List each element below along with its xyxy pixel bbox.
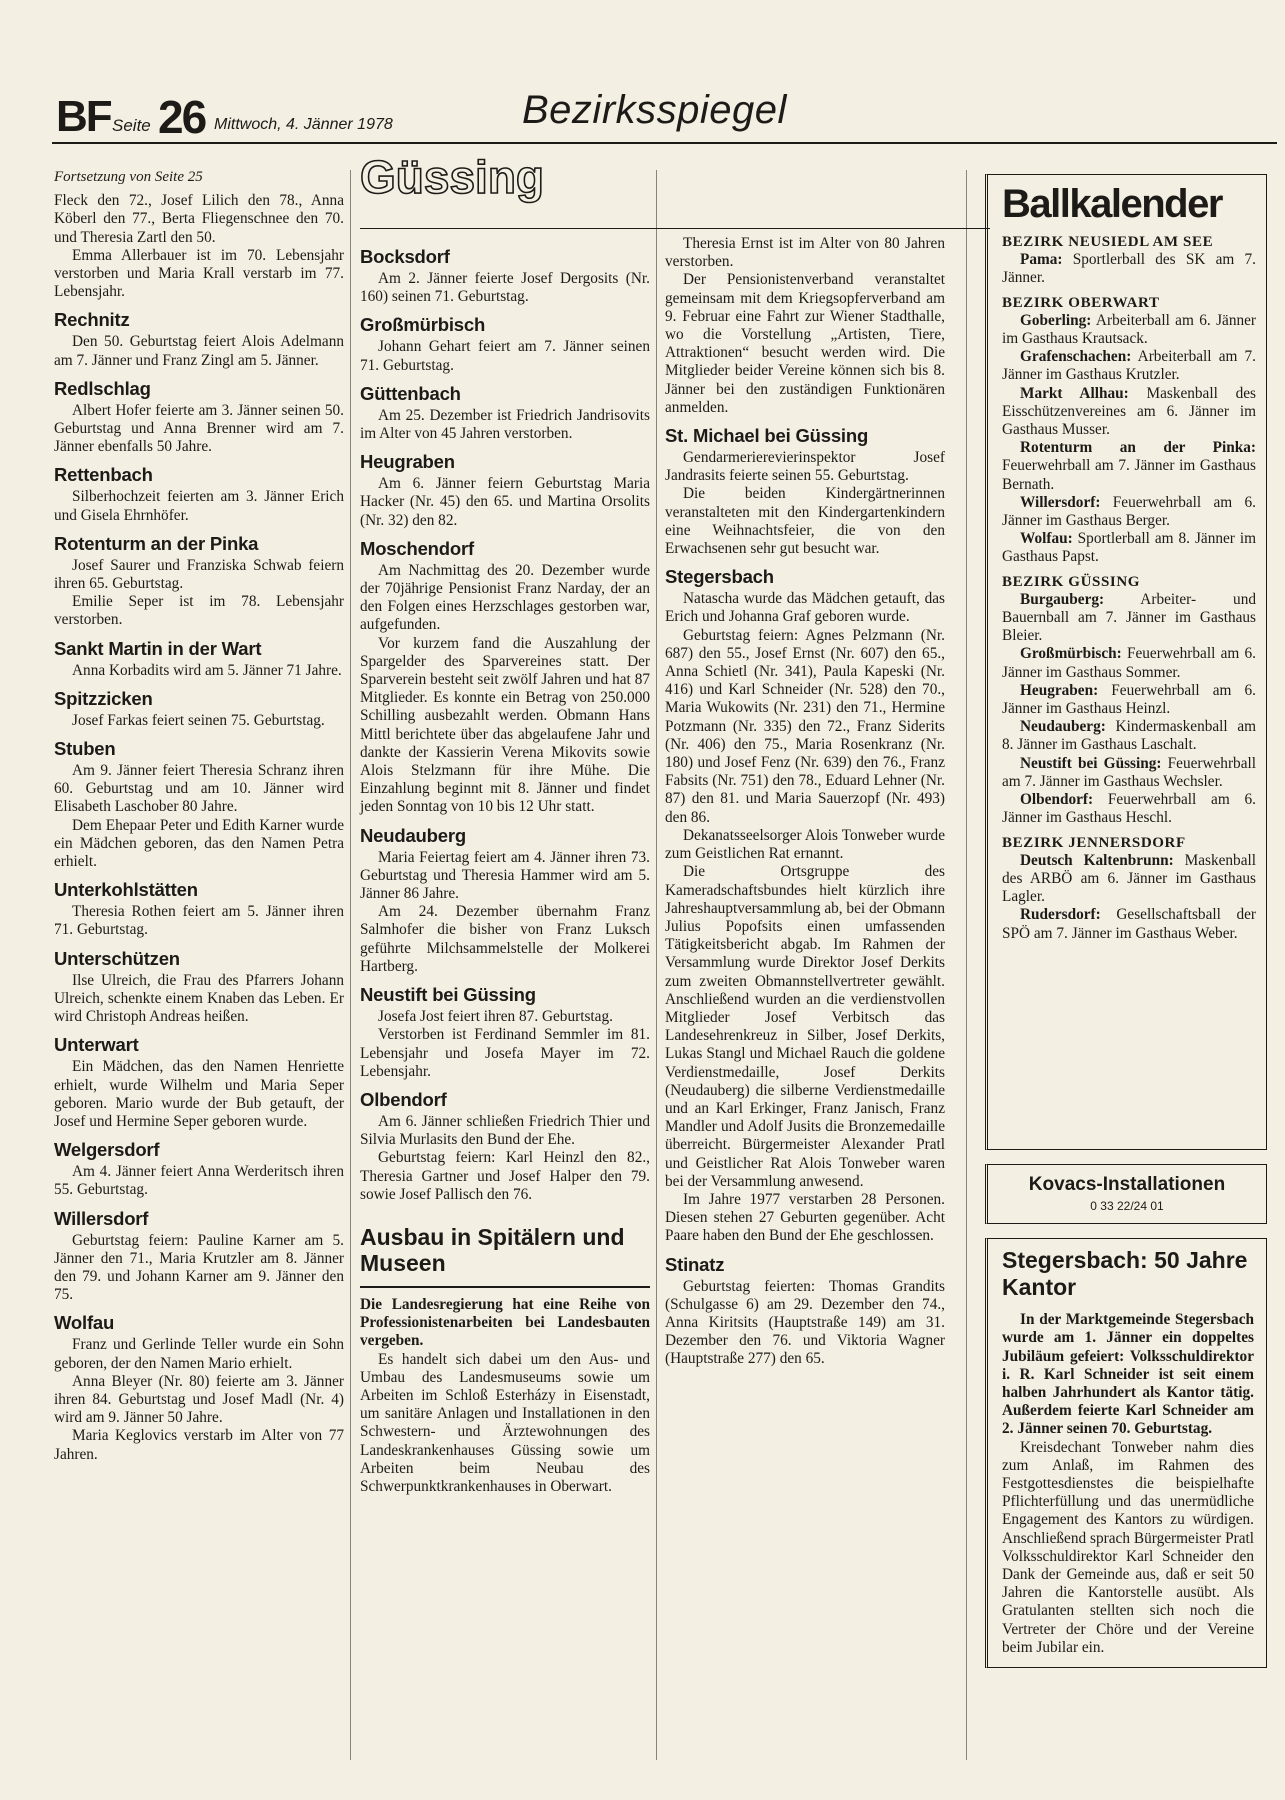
- ball-event-place: Heugraben:: [1020, 681, 1099, 699]
- ball-event: [1002, 348, 1256, 384]
- ball-event-place: Neudauberg:: [1020, 718, 1106, 736]
- ball-event-text: Feuerwehrball am 7. Jänner im Gasthaus Bernath.: [1002, 457, 1256, 493]
- paragraph: Geburtstag feiern: Karl Heinzl den 82., Theresia Gartner und Josef Halper den 79. sowie Josef Pallisch den 76.: [360, 1149, 650, 1203]
- place-heading: Redlschlag: [54, 377, 151, 399]
- paragraph: Geburtstag feierten: Thomas Grandits (Schulgasse 6) am 29. Dezember den 74., Anna Kiritsits (Hauptstraße 149) am 31. Dezember den 76. und Viktoria Wagner (Hauptstraße 277) den 65.: [665, 1277, 945, 1368]
- continuation-note: Fortsetzung von Seite 25: [54, 169, 203, 185]
- ball-event-text: Sportlerball des SK am 7. Jänner.: [1002, 251, 1257, 287]
- paragraph: Dem Ehepaar Peter und Edith Karner wurde ein Mädchen geboren, das den Namen Petra erhielt.: [54, 816, 344, 871]
- paragraph: Ilse Ulreich, die Frau des Pfarrers Johann Ulreich, schenkte einem Knaben das Leben. Er wird Christoph Andreas heißen.: [54, 971, 344, 1026]
- place-heading: Stegersbach: [665, 566, 774, 588]
- district-name: BEZIRK JENNERSDORF: [1002, 834, 1186, 851]
- ball-event: [1002, 755, 1256, 791]
- ball-event-place: Wolfau:: [1020, 530, 1073, 548]
- feature-lead: In der Marktgemeinde Stegersbach wurde am 1. Jänner ein doppeltes Jubiläum gefeiert: Volksschuldirektor i. R. Karl Schneider ist seit einem halben Jahrhundert als Kantor tätig. Außerdem feierte Karl Schneider am 2. Jänner seinen 70. Geburtstag.: [1002, 1311, 1254, 1438]
- advertiser-name: Kovacs-Installationen: [1028, 1174, 1226, 1195]
- issue-date: Mittwoch, 4. Jänner 1978: [214, 116, 393, 133]
- paragraph: Am 24. Dezember übernahm Franz Salmhofer die bisher von Franz Luksch geführte Milchsammelstelle der Molkerei Hartberg.: [360, 903, 650, 975]
- place-heading: Sankt Martin in der Wart: [54, 637, 262, 659]
- place-heading: St. Michael bei Güssing: [665, 425, 869, 447]
- paragraph: Anna Bleyer (Nr. 80) feierte am 3. Jänner ihren 84. Geburtstag und Josef Madl (Nr. 4) wird am 9. Jänner 50 Jahre.: [54, 1372, 344, 1427]
- paragraph: Am 4. Jänner feiert Anna Werderitsch ihren 55. Geburtstag.: [54, 1163, 344, 1199]
- paragraph: Kreisdechant Tonweber nahm dies zum Anlaß, im Rahmen des Festgottesdienstes die beispielhafte Pflichterfüllung und das unermüdliche Engagement des Kantors zu würdigen. Anschließend sprach Bürgermeister Pratl Volksschuldirektor Karl Schneider den Dank der Gemeinde aus, daß er seit 50 Jahren die Kantorstelle ausübt. Als Gratulanten stellten sich noch die Vertreter der Chöre und der Vereine beim Jubilar ein.: [1002, 1438, 1254, 1656]
- heading-rule: [360, 228, 990, 229]
- ball-event-place: Großmürbisch:: [1020, 645, 1122, 663]
- article-list: [665, 425, 945, 1369]
- ball-event-text: Feuerwehrball am 6. Jänner im Gasthaus Berger.: [1002, 493, 1257, 530]
- place-heading: Neustift bei Güssing: [360, 984, 536, 1006]
- paragraph: Silberhochzeit feierten am 3. Jänner Erich und Gisela Ehrnhöfer.: [54, 488, 344, 524]
- place-heading: Moschendorf: [360, 537, 474, 559]
- place-heading: Großmürbisch: [360, 314, 486, 336]
- column-divider: [350, 170, 351, 1760]
- ball-event-text: Kindermaskenball am 8. Jänner im Gasthaus Laschalt.: [1002, 718, 1257, 754]
- ball-event: [1002, 791, 1256, 827]
- paragraph: Am 6. Jänner schließen Friedrich Thier und Silvia Murlasits den Bund der Ehe.: [360, 1112, 650, 1149]
- ball-event-place: Goberling:: [1020, 311, 1092, 329]
- column-divider: [656, 170, 657, 1760]
- ball-event-text: Arbeiter- und Bauernball am 7. Jänner im Gasthaus Bleier.: [1002, 590, 1256, 645]
- paragraph: Dekanatsseelsorger Alois Tonweber wurde zum Geistlichen Rat ernannt.: [665, 826, 945, 863]
- ball-event-place: Rotenturm an der Pinka:: [1020, 439, 1256, 457]
- district-heading: [360, 151, 650, 226]
- paragraph: Die Ortsgruppe des Kameradschaftsbundes hielt kürzlich ihre Jahreshauptversammlung ab, bei der Obmann Julius Popofsits einen umfassenden Tätigkeitsbericht abgab. Im Rahmen der Versammlung wurde Direktor Josef Derkits zum zweiten Obmannstellvertreter gewählt. Anschließend wurden an die verdienstvollen Mitglieder Josef Verbitsch das Landesehrenkreuz in Silber, Josef Derkits, Lukas Stangl und Michael Rauch die goldene Verdienstmedaille, Josef Derkits (Neudauberg) die silberne Verdienstmedaille und an Karl Erkinger, Franz Janisch, Franz Mandler und Adolf Jusits die Bronzemedaille überreicht. Bürgermeister Alexander Pratl und Geistlicher Rat Alois Tonweber waren bei der Versammlung anwesend.: [665, 863, 945, 1190]
- paragraph: Fleck den 72., Josef Lilich den 78., Anna Köberl den 77., Berta Fliegenschnee den 70. und Theresia Zartl den 50.: [54, 192, 344, 246]
- article-list: [360, 246, 650, 1204]
- place-heading: Stuben: [54, 738, 116, 760]
- newspaper-logo: BF: [56, 92, 111, 141]
- ball-event-place: Burgauberg:: [1020, 590, 1105, 608]
- advertisement: [985, 1164, 1267, 1224]
- district-name: BEZIRK GÜSSING: [1002, 573, 1141, 590]
- article-headline: Ausbau in Spitälern und Museen: [360, 1223, 625, 1276]
- ball-event: [1002, 906, 1256, 942]
- ball-event: [1002, 682, 1256, 718]
- place-heading: Willersdorf: [54, 1207, 149, 1229]
- paragraph: Franz und Gerlinde Teller wurde ein Sohn geboren, der den Namen Mario erhielt.: [54, 1336, 344, 1372]
- ball-event: [1002, 494, 1256, 530]
- place-heading: Olbendorf: [360, 1088, 447, 1110]
- district-heading-text: Güssing: [360, 151, 545, 203]
- place-heading: Rechnitz: [54, 309, 130, 331]
- paragraph: Im Jahre 1977 verstarben 28 Personen. Diesen stehen 27 Geburten gegenüber. Acht Paare haben den Bund der Ehe geschlossen.: [665, 1190, 945, 1245]
- headline-rule: [360, 1286, 650, 1288]
- ball-event-text: Arbeiterball am 6. Jänner im Gasthaus Krautsack.: [1002, 311, 1256, 348]
- paragraph: Maria Feiertag feiert am 4. Jänner ihren 73. Geburtstag und Theresia Hammer wird am 5. Jänner 86 Jahre.: [360, 848, 650, 903]
- ball-event: [1002, 439, 1256, 494]
- paragraph: Theresia Ernst ist im Alter von 80 Jahren verstorben.: [665, 235, 945, 271]
- paragraph: Geburtstag feiern: Agnes Pelzmann (Nr. 687) den 55., Josef Ernst (Nr. 607) den 65., Anna Schietl (Nr. 341), Paula Kapeski (Nr. 416) und Karl Schneider (Nr. 528) den 70., Maria Wukowits (Nr. 231) den 71., Hermine Potzmann (Nr. 335) den 72., Franz Siderits (Nr. 406) den 75., Maria Rosenkranz (Nr. 180) und Josef Fenz (Nr. 639) den 76., Franz Fabsits (Nr. 751) den 78., Eduard Lehner (Nr. 87) den 81. und Maria Sauerzopf (Nr. 493) den 86.: [665, 626, 945, 826]
- paragraph: Ein Mädchen, das den Namen Henriette erhielt, wurde Wilhelm und Maria Seper geboren. Mario wurde der Bub getauft, der Josef und Hermine Seper geboren wurde.: [54, 1058, 344, 1130]
- advertiser-phone: 0 33 22/24 01: [1090, 1199, 1164, 1213]
- place-heading: Güttenbach: [360, 382, 461, 404]
- paragraph: Die beiden Kindergärtnerinnen veranstalteten mit den Kindergartenkindern eine Weihnachtsfeier, die von den Erwachsenen sehr gut besucht war.: [665, 485, 945, 558]
- ball-event-place: Markt Allhau:: [1020, 384, 1129, 402]
- paragraph: Natascha wurde das Mädchen getauft, das Erich und Johanna Graf geboren wurde.: [665, 590, 945, 626]
- place-heading: Unterschützen: [54, 947, 180, 969]
- place-heading: Wolfau: [54, 1312, 115, 1334]
- district-name: BEZIRK NEUSIEDL AM SEE: [1002, 234, 1214, 250]
- paragraph: Emma Allerbauer ist im 70. Lebensjahr verstorben und Maria Krall verstarb im 77. Lebensjahr.: [54, 246, 344, 301]
- place-heading: Spitzzicken: [54, 687, 153, 709]
- place-heading: Neudauberg: [360, 824, 466, 846]
- paragraph: Anna Korbadits wird am 5. Jänner 71 Jahre.: [72, 661, 342, 679]
- place-heading: Rettenbach: [54, 464, 153, 486]
- section-title: Bezirksspiegel: [522, 88, 787, 132]
- paragraph: Es handelt sich dabei um den Aus- und Umbau des Landesmuseums sowie um Arbeiten im Schloß Esterházy in Eisenstadt, um sanitäre Anlagen und Installationen in den Schwestern- und Ärztewohnungen des Landeskrankenhauses Güssing sowie um Arbeiten beim Neubau des Schwerpunktkrankenhauses in Oberwart.: [360, 1350, 650, 1495]
- ball-event-text: Arbeiterball am 7. Jänner im Gasthaus Krutzler.: [1002, 348, 1256, 384]
- paragraph: Verstorben ist Ferdinand Semmler im 81. Lebensjahr und Josefa Mayer im 72. Lebensjahr.: [360, 1026, 650, 1080]
- ball-event-text: Gesellschaftsball der SPÖ am 7. Jänner im Gasthaus Weber.: [1002, 906, 1256, 942]
- place-heading: Heugraben: [360, 451, 455, 473]
- ball-event: [1002, 852, 1256, 907]
- ball-calendar-title: Ballkalender: [1002, 182, 1222, 226]
- ball-event: [1002, 251, 1256, 287]
- paragraph: Gendarmerierevierinspektor Josef Jandrasits feierte seinen 55. Geburtstag.: [665, 449, 945, 485]
- paragraph: Johann Gehart feiert am 7. Jänner seinen 71. Geburtstag.: [360, 338, 650, 374]
- column-1: [54, 168, 344, 1464]
- place-heading: Bocksdorf: [360, 246, 450, 267]
- column-2: [360, 151, 650, 1496]
- paragraph: Theresia Rothen feiert am 5. Jänner ihren 71. Geburtstag.: [54, 903, 344, 939]
- paragraph: Am 6. Jänner feiern Geburtstag Maria Hacker (Nr. 45) den 65. und Martina Orsolits (Nr. 32) den 82.: [360, 475, 650, 529]
- paragraph: Den 50. Geburtstag feiert Alois Adelmann am 7. Jänner und Franz Zingl am 5. Jänner.: [54, 333, 344, 369]
- paragraph: Josef Farkas feiert seinen 75. Geburtstag.: [72, 711, 325, 729]
- ball-calendar-box: [985, 174, 1267, 1150]
- ball-event-place: Grafenschachen:: [1020, 348, 1132, 366]
- ball-event-place: Olbendorf:: [1020, 791, 1094, 809]
- ball-event-text: Feuerwehrball am 6. Jänner im Gasthaus Sommer.: [1002, 645, 1257, 681]
- page-label: Seite: [112, 116, 151, 135]
- place-heading: Stinatz: [665, 1253, 725, 1275]
- ball-event-text: Feuerwehrball am 6. Jänner im Gasthaus Heinzl.: [1002, 681, 1257, 718]
- ball-event: [1002, 385, 1256, 440]
- ball-event: [1002, 591, 1256, 646]
- paragraph: Emilie Seper ist im 78. Lebensjahr verstorben.: [54, 593, 344, 629]
- page-number: 26: [158, 91, 206, 143]
- ball-event-place: Deutsch Kaltenbrunn:: [1020, 851, 1174, 869]
- feature-title: Stegersbach: 50 Jahre Kantor: [1002, 1247, 1248, 1301]
- ball-event-place: Neustift bei Güssing:: [1020, 754, 1162, 772]
- ball-event: [1002, 530, 1256, 566]
- ball-event-place: Rudersdorf:: [1020, 906, 1101, 924]
- paragraph: Josef Saurer und Franziska Schwab feiern ihren 65. Geburtstag.: [54, 556, 344, 593]
- ball-event-place: Pama:: [1020, 251, 1063, 269]
- place-heading: Unterkohlstätten: [54, 879, 198, 901]
- ball-event-text: Feuerwehrball am 6. Jänner im Gasthaus Heschl.: [1002, 791, 1257, 827]
- place-heading: Rotenturm an der Pinka: [54, 532, 259, 554]
- paragraph: Der Pensionistenverband veranstaltet gemeinsam mit dem Kriegsopferverband am 9. Februar eine Fahrt zur Wiener Stadthalle, wo die Vorstellung „Artisten, Tiere, Attraktionen“ besucht werden wird. Die Mitglieder beider Vereine können sich bis 8. Jänner bei den zuständigen Funktionären anmelden.: [665, 271, 945, 416]
- ball-event-place: Willersdorf:: [1020, 493, 1101, 511]
- paragraph: Josefa Jost feiert ihren 87. Geburtstag.: [378, 1008, 613, 1026]
- paragraph: Am 2. Jänner feierte Josef Dergosits (Nr. 160) seinen 71. Geburtstag.: [360, 270, 650, 306]
- paragraph: Maria Keglovics verstarb im Alter von 77 Jahren.: [54, 1427, 344, 1463]
- paragraph: Am Nachmittag des 20. Dezember wurde der 70jährige Pensionist Franz Narday, der an den Folgen eines Herzschlages gestorben war, aufgefunden.: [360, 561, 650, 634]
- ball-calendar-list: [1002, 233, 1256, 943]
- ball-event-text: Feuerwehrball am 7. Jänner im Gasthaus Wechsler.: [1002, 754, 1256, 790]
- paragraph: Am 9. Jänner feiert Theresia Schranz ihren 60. Geburtstag und am 10. Jänner wird Elisabeth Laschober 80 Jahre.: [54, 762, 344, 816]
- paragraph: Geburtstag feiern: Pauline Karner am 5. Jänner den 71., Maria Krutzler am 8. Jänner den 79. und Johann Karner am 9. Jänner den 75.: [54, 1231, 344, 1304]
- ball-event: [1002, 718, 1256, 754]
- ball-event: [1002, 312, 1256, 348]
- column-3: [665, 235, 945, 1369]
- article-list: [54, 309, 344, 1463]
- feature-box: [985, 1238, 1267, 1668]
- column-4: [985, 174, 1267, 1668]
- paragraph: Vor kurzem fand die Auszahlung der Spargelder des Sparvereines statt. Der Sparverein besteht seit zwölf Jahren und hat 87 Mitglieder. Es konnte ein Betrag von 250.000 Schilling ausbezahlt werden. Obmann Hans Mittl berichtete über das abgelaufene Jahr und dankte der Kassierin Verena Mikovits sowie Alois Stelzmann für ihre Mühe. Die Einzahlung beginnt mit 8. Jänner und findet jeden Sonntag von 10 bis 12 Uhr statt.: [360, 634, 650, 816]
- ball-event-text: Sportlerball am 8. Jänner im Gasthaus Papst.: [1002, 530, 1256, 566]
- ball-event: [1002, 645, 1256, 681]
- article-lead: Die Landesregierung hat eine Reihe von Professionistenarbeiten bei Landesbauten vergeben.: [360, 1295, 650, 1350]
- place-heading: Welgersdorf: [54, 1139, 160, 1161]
- ball-event-text: Maskenball des Eisschützenvereines am 6. Jänner im Gasthaus Musser.: [1002, 384, 1256, 439]
- place-heading: Unterwart: [54, 1034, 139, 1056]
- paragraph: Albert Hofer feierte am 3. Jänner seinen 50. Geburtstag und Anna Brenner wird am 7. Jänner ebenfalls 50 Jahre.: [54, 401, 344, 456]
- ball-event-text: Maskenball des ARBÖ am 6. Jänner im Gasthaus Lagler.: [1002, 851, 1256, 906]
- paragraph: Am 25. Dezember ist Friedrich Jandrisovits im Alter von 45 Jahren verstorben.: [360, 406, 650, 443]
- masthead: [52, 86, 1277, 144]
- column-divider: [966, 170, 967, 1760]
- district-name: BEZIRK OBERWART: [1002, 294, 1160, 311]
